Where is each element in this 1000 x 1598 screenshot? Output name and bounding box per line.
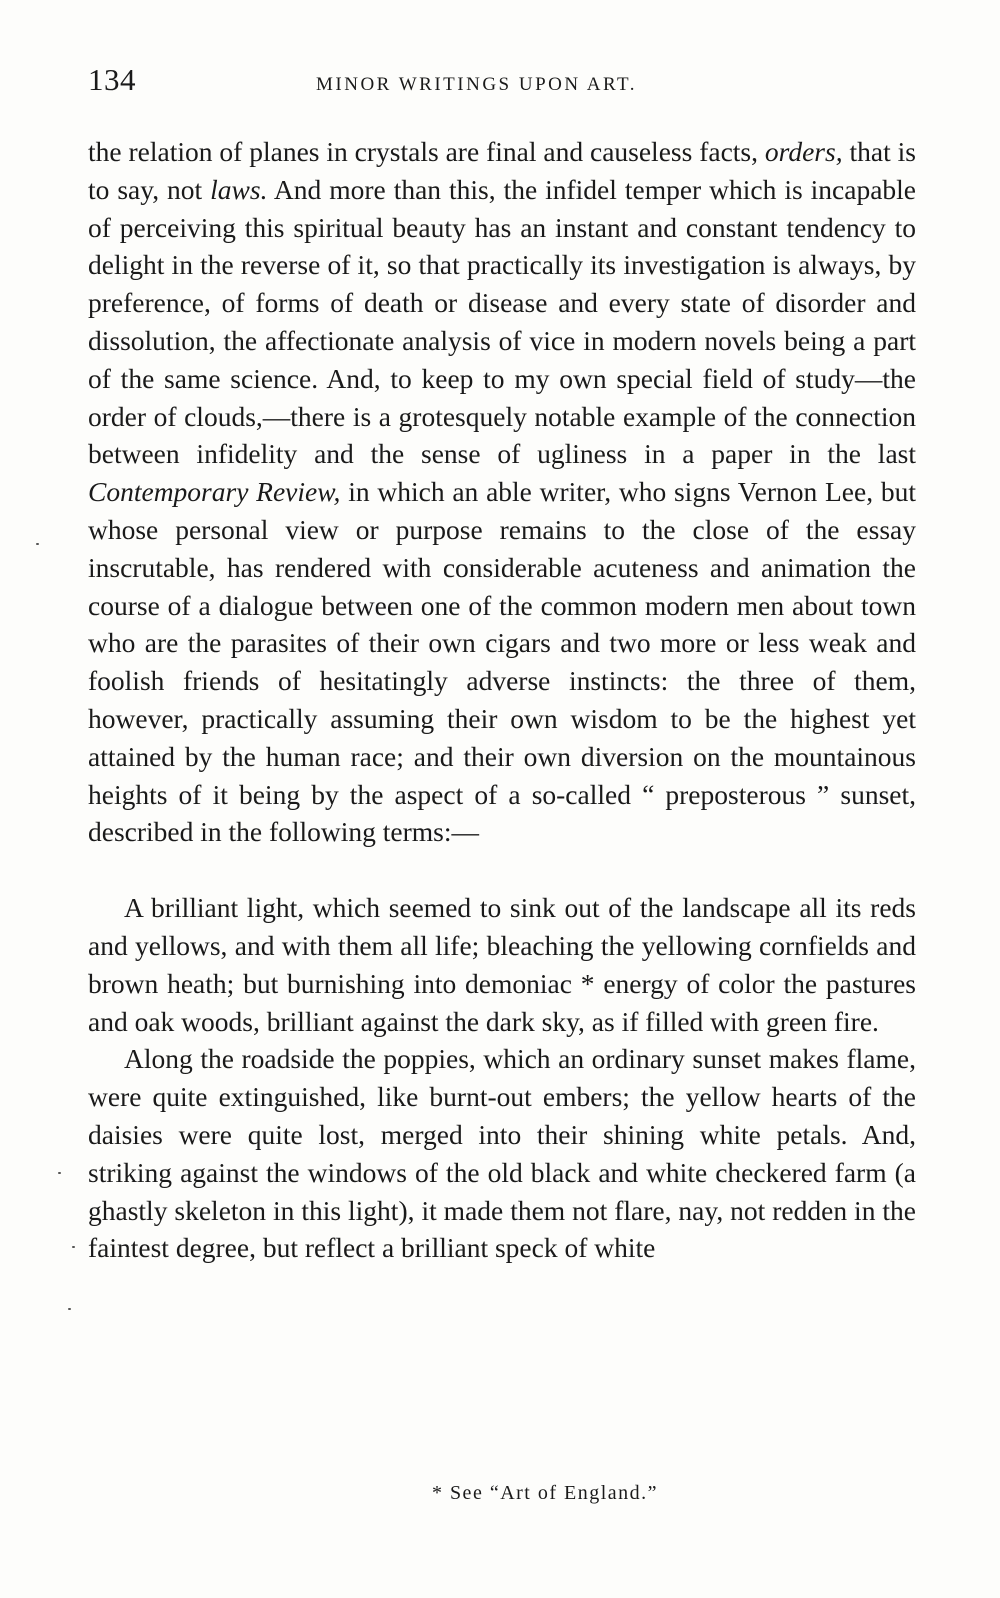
paragraph — [88, 133, 916, 851]
scan-speck — [72, 1246, 75, 1248]
footnote — [0, 1482, 1000, 1505]
scan-speck — [36, 543, 39, 545]
quoted-paragraph-1: A brilliant light, which seemed to sink out of the landscape all its reds and yellows, and with them all life; bleaching the yellowing cornfields and brown heath; but burnishing into demoniac * energy of color the pastures and oak woods, brilliant against the dark sky, as if filled with green fire. — [88, 892, 916, 1037]
scan-speck — [58, 1172, 61, 1174]
paragraph-text: that is to say, not — [88, 136, 916, 205]
paragraph-text: And more than this, the infidel temper which is incapable of perceiving this spiritual beauty has an instant and constant tendency to delight in the reverse of it, so that practically its investigation is always, by preference, of forms of death or disease and every state of disorder and dissolution, the affectionate analysis of vice in modern novels being a part of the same science. And, to keep to my own special field of study—the order of clouds,—there is a grotesquely notable example of the connection between infidelity and the sense of ugliness in a paper in the last — [88, 173, 916, 470]
page-number: 134 — [88, 62, 136, 97]
italic-word-orders: orders, — [764, 136, 843, 167]
body-text — [88, 133, 916, 1267]
italic-word-laws: laws. — [210, 173, 268, 205]
scan-speck — [68, 1308, 71, 1310]
paragraph-text: in which an able writer, who signs Vernon Lee, but whose personal view or purpose remains to the close of the essay inscrutable, has rendered with considerable acuteness and animation the course of a dialogue between one of the common modern men about town who are the parasites of their own cigars and two more or less weak and foolish friends of hesitatingly adverse instincts: the three of them, however, practically assuming their own wisdom to be the highest yet attained by the human race; and their own diversion on the mountainous heights of it being by the aspect of a so-called “ preposterous ” sunset, described in the following terms:— — [88, 476, 916, 848]
running-title: MINOR WRITINGS UPON ART. — [316, 74, 637, 95]
page-header — [88, 62, 918, 110]
footnote-text: * See “Art of England.” — [431, 1482, 659, 1504]
paragraph-text: the relation of planes in crystals are final and causeless facts, — [88, 136, 765, 167]
quoted-paragraph-2: Along the roadside the poppies, which an ordinary sunset makes flame, were quite extinguished, like burnt-out embers; the yellow hearts of the daisies were quite lost, merged into their shining white petals. And, striking against the windows of the old black and white checkered farm (a ghastly skeleton in this light), it made them not flare, nay, not redden in the faintest degree, but reflect a brilliant speck of white — [88, 1043, 916, 1264]
italic-title-contemporary-review: Contemporary Review, — [88, 476, 341, 508]
